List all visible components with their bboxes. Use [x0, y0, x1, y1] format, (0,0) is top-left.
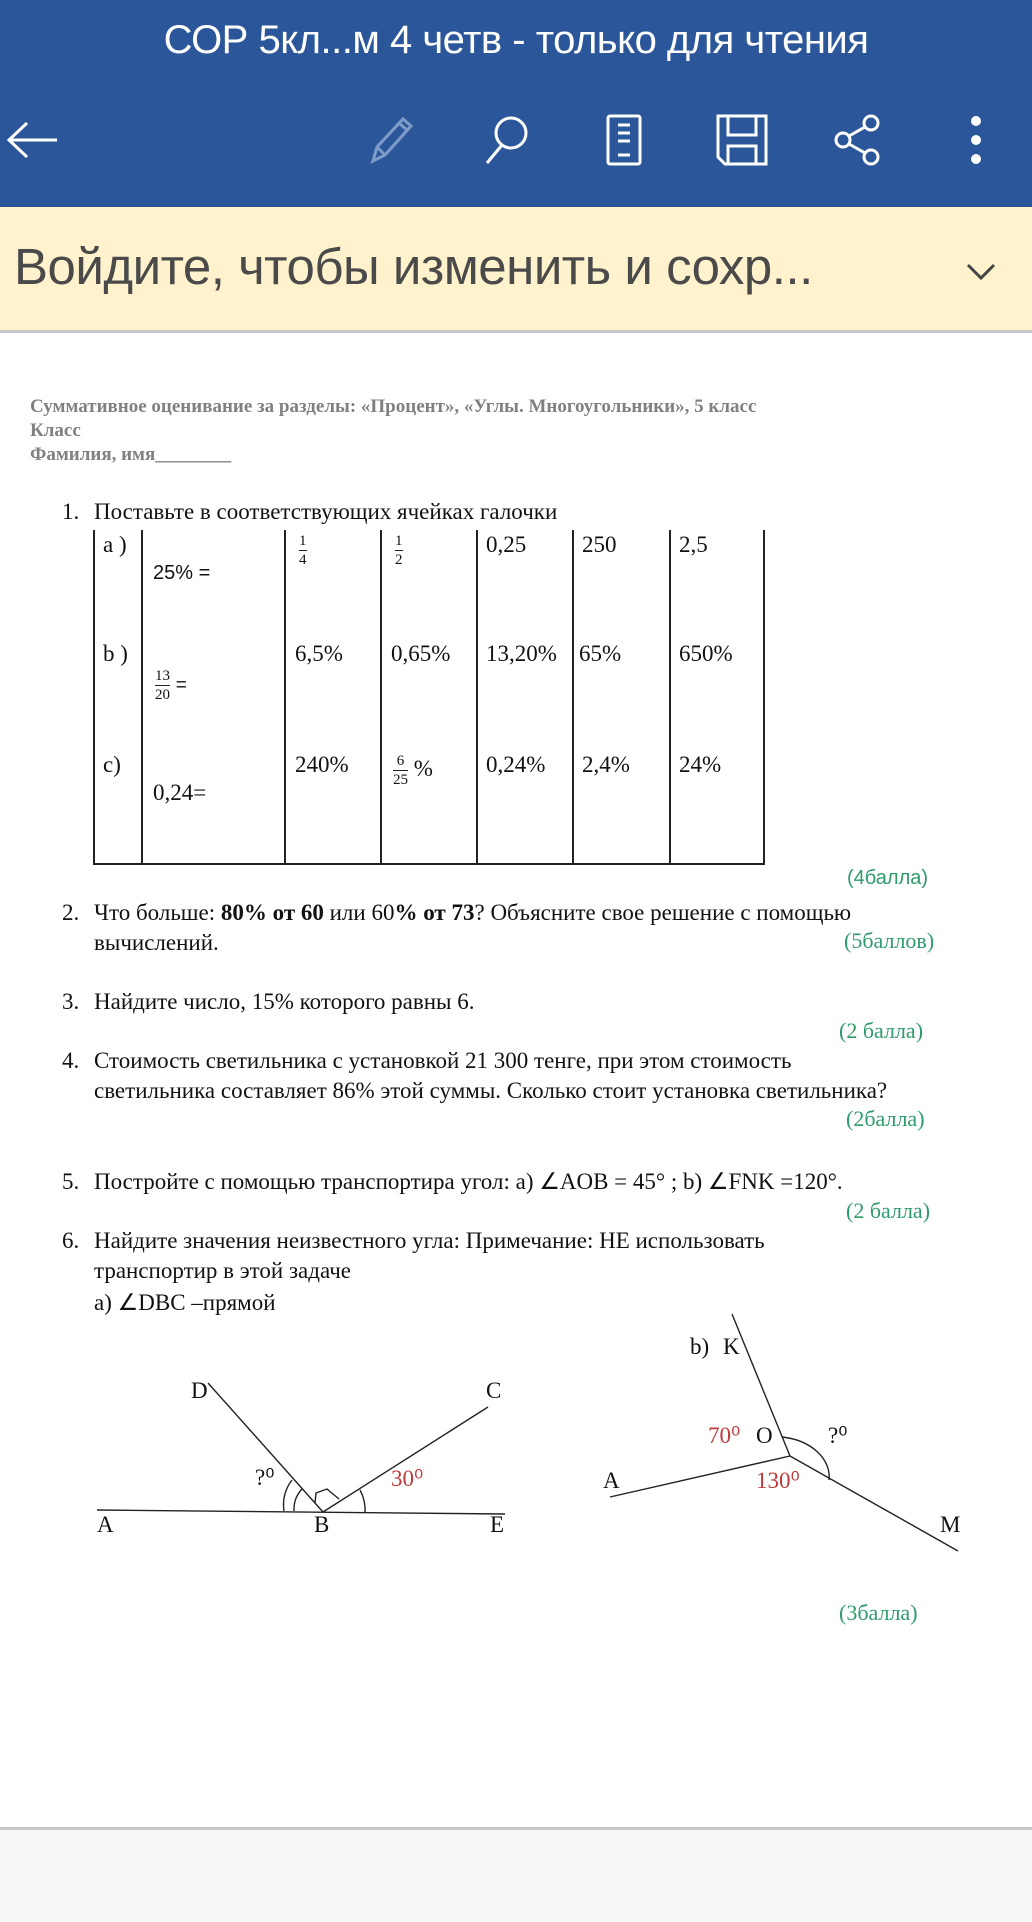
row-expression: 0,24=: [153, 780, 207, 805]
point-label-b: B: [314, 1512, 330, 1537]
question-number: 4.: [62, 1048, 80, 1073]
angle-aom-label: 130⁰: [756, 1468, 800, 1493]
question-6: 6. Найдите значения неизвестного угла: Примечание: НЕ использовать: [94, 1226, 765, 1256]
figure-b-title: b): [690, 1334, 710, 1359]
row-label: b ): [103, 641, 128, 666]
table-cell[interactable]: 2,5: [679, 532, 708, 557]
table-cell[interactable]: $\frac{1}{2}$: [395, 533, 403, 568]
points-label: (2балла): [846, 1106, 925, 1131]
question-3: 3. Найдите число, 15% которого равны 6.: [94, 987, 475, 1017]
table-cell[interactable]: 650%: [679, 641, 733, 666]
question-6-line2: транспортир в этой задаче: [94, 1258, 352, 1283]
table-cell[interactable]: 0,24%: [486, 752, 546, 777]
question-text: Поставьте в соответствующих ячейках галочки: [94, 499, 558, 524]
question-number: 1.: [62, 499, 80, 524]
table-cell[interactable]: 0,25: [486, 532, 527, 557]
points-label: (4балла): [847, 867, 929, 889]
doc-header-name: Фамилия, имя________: [30, 444, 232, 465]
row-expression: $\frac{13}{20}$ =: [155, 668, 187, 703]
doc-header-class: Класс: [30, 420, 81, 441]
table-cell[interactable]: 6,5%: [295, 641, 343, 666]
doc-header-title: Суммативное оценивание за разделы: «Процент», «Углы. Многоугольники», 5 класс: [30, 396, 757, 417]
question-number: 2.: [62, 900, 80, 925]
question-number: 3.: [62, 989, 80, 1014]
point-label-e: E: [490, 1512, 505, 1537]
points-label: (2 балла): [839, 1018, 924, 1043]
bottom-bar: [0, 1827, 1032, 1922]
points-label: (5баллов): [844, 928, 935, 953]
point-label-k: K: [723, 1334, 740, 1359]
given-angle-label: 30⁰: [391, 1466, 424, 1491]
table-cell[interactable]: 13,20%: [486, 641, 557, 666]
points-label: (3балла): [839, 1600, 918, 1625]
row-expression: 25% =: [153, 562, 211, 584]
table-cell[interactable]: $\frac{1}{4}$: [299, 533, 307, 568]
table-cell[interactable]: 0,65%: [391, 641, 451, 666]
question-4: 4. Стоимость светильника с установкой 21 300 тенге, при этом стоимость: [94, 1046, 791, 1076]
angle-aok-label: 70⁰: [708, 1423, 741, 1448]
question-2: 2. Что больше: 80% от 60 или 60% от 73? Объясните свое решение с помощью: [94, 898, 851, 928]
question-2-line2: вычислений.: [94, 930, 219, 955]
question-4-line2: светильника составляет 86% этой суммы. Сколько стоит установка светильника?: [94, 1078, 888, 1103]
question-5: 5. Постройте с помощью транспортира угол: а) ∠AOB = 45° ; b) ∠FNK =120°.: [94, 1167, 843, 1197]
row-label: c): [103, 752, 121, 777]
sign-in-message: Войдите, чтобы изменить и сохр...: [14, 238, 813, 295]
row-label: a ): [103, 532, 127, 557]
point-label-a: A: [97, 1512, 114, 1537]
table-cell[interactable]: 24%: [679, 752, 722, 777]
points-label: (2 балла): [846, 1198, 931, 1223]
point-label-m: M: [940, 1512, 961, 1537]
point-label-a: A: [603, 1468, 620, 1493]
table-cell[interactable]: $\frac{6}{25}$ %: [393, 753, 433, 788]
point-label-d: D: [191, 1378, 208, 1403]
document-title: СОР 5кл...м 4 четв - только для чтения: [163, 18, 869, 62]
question-number: 6.: [62, 1228, 80, 1253]
question-number: 5.: [62, 1169, 80, 1194]
unknown-angle-label: ?⁰: [255, 1465, 275, 1490]
table-cell[interactable]: 65%: [579, 641, 622, 666]
point-label-o: O: [756, 1423, 773, 1448]
unknown-angle-label: ?⁰: [828, 1423, 848, 1448]
point-label-c: C: [486, 1378, 502, 1403]
table-cell[interactable]: 250: [582, 532, 617, 557]
question-6-line3: а) ∠DBC –прямой: [94, 1290, 276, 1315]
table-cell[interactable]: 2,4%: [582, 752, 630, 777]
table-cell[interactable]: 240%: [295, 752, 349, 777]
